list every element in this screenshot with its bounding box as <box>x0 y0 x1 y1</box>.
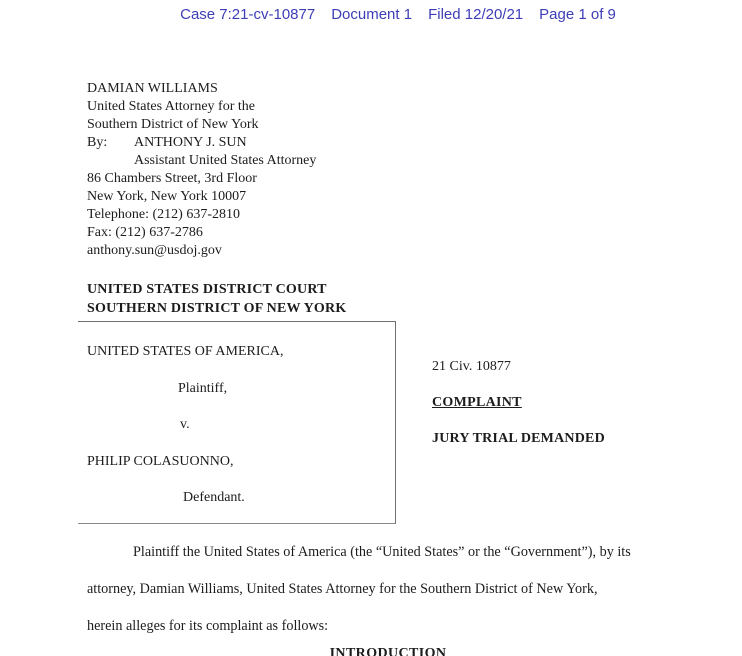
court-district: SOUTHERN DISTRICT OF NEW YORK <box>87 301 347 316</box>
ausa-title: Assistant United States Attorney <box>134 153 317 168</box>
caption-defendant-name: PHILIP COLASUONNO, <box>87 454 234 469</box>
attorney-title-line2: Southern District of New York <box>87 117 259 132</box>
body-line: Plaintiff the United States of America (the “United States” or the “Government”), by its <box>133 544 631 560</box>
jury-trial-demand: JURY TRIAL DEMANDED <box>432 431 605 446</box>
ecf-document-number: Document 1 <box>331 6 413 23</box>
body-line: attorney, Damian Williams, United States Attorney for the Southern District of New York, <box>87 581 598 597</box>
attorney-title-line1: United States Attorney for the <box>87 99 255 114</box>
court-heading <box>87 280 346 318</box>
ecf-filed-date: Filed 12/20/21 <box>428 6 524 23</box>
caption-versus: v. <box>180 417 190 432</box>
caption-defendant-label: Defendant. <box>183 490 245 505</box>
ecf-page-number: Page 1 of 9 <box>539 6 616 23</box>
caption-plaintiff-label: Plaintiff, <box>178 381 228 396</box>
court-name: UNITED STATES DISTRICT COURT <box>87 282 327 297</box>
attorney-email: anthony.sun@usdoj.gov <box>87 243 222 258</box>
body-line: herein alleges for its complaint as follows: <box>87 618 329 634</box>
attorney-address-line1: 86 Chambers Street, 3rd Floor <box>87 171 257 186</box>
opening-paragraph <box>87 534 687 645</box>
by-label: By: <box>87 135 108 150</box>
complaint-title: COMPLAINT <box>432 395 522 410</box>
attorney-fax: Fax: (212) 637-2786 <box>87 225 203 240</box>
ecf-header <box>180 6 616 23</box>
by-line <box>87 134 316 152</box>
attorney-phone: Telephone: (212) 637-2810 <box>87 207 240 222</box>
case-caption-box <box>78 321 396 524</box>
section-heading-introduction: INTRODUCTION <box>329 646 447 656</box>
ausa-name: ANTHONY J. SUN <box>134 135 247 150</box>
civil-case-number: 21 Civ. 10877 <box>432 359 511 374</box>
caption-plaintiff-name: UNITED STATES OF AMERICA, <box>87 344 284 359</box>
attorney-address-line2: New York, New York 10007 <box>87 189 247 204</box>
attorney-name: DAMIAN WILLIAMS <box>87 81 218 96</box>
attorney-block <box>87 80 316 260</box>
ecf-case-number: Case 7:21-cv-10877 <box>180 6 316 23</box>
